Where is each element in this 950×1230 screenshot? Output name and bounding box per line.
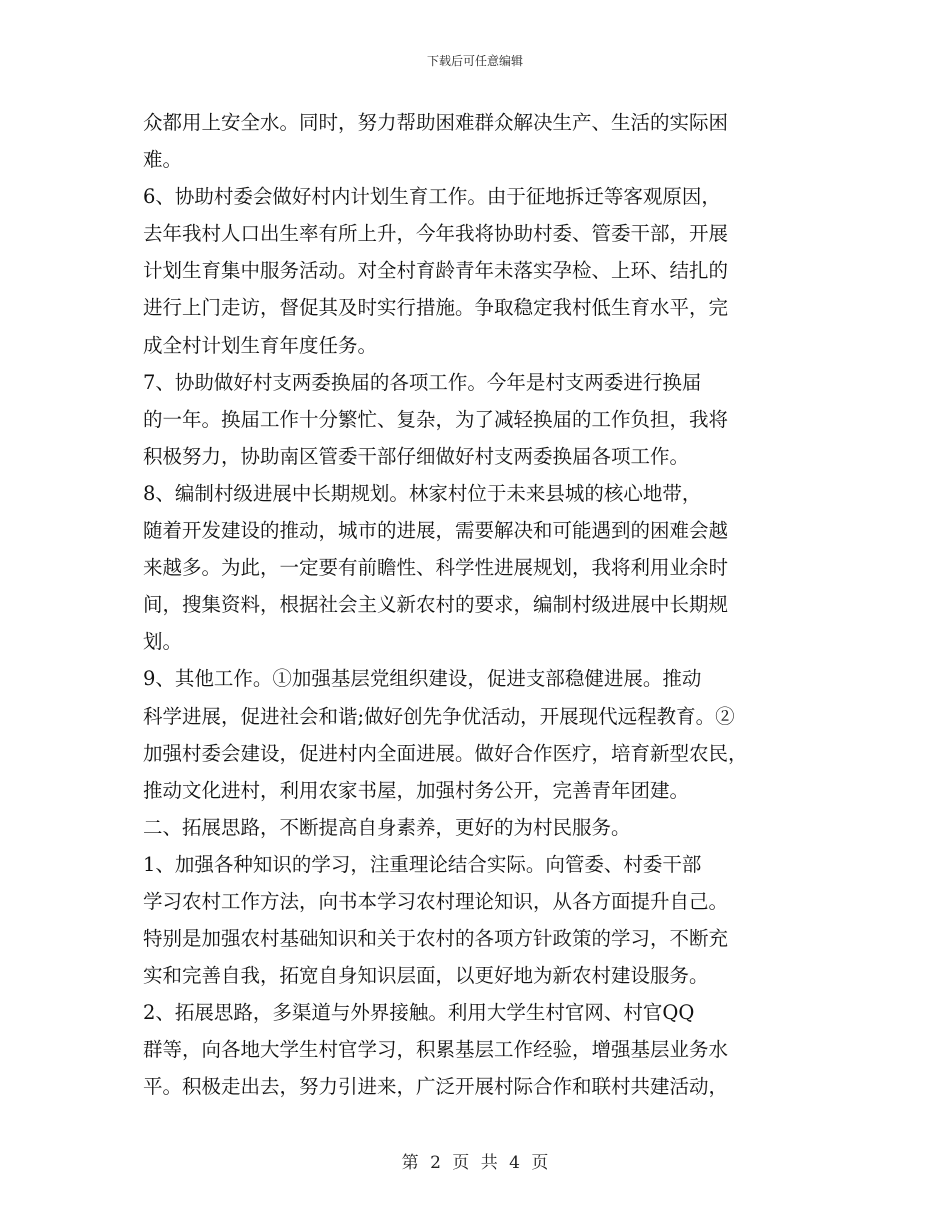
text-line: 科学进展，促进社会和谐;做好创先争优活动，开展现代远程教育。② bbox=[143, 704, 735, 728]
text-line: 特别是加强农村基础知识和关于农村的各项方针政策的学习，不断充 bbox=[143, 927, 729, 951]
text-line: 的一年。换届工作十分繁忙、复杂，为了减轻换届的工作负担，我将 bbox=[143, 407, 729, 431]
text-line: 积极努力，协助南区管委干部仔细做好村支两委换届各项工作。 bbox=[143, 444, 690, 468]
text-line: 进行上门走访，督促其及时实行措施。争取稳定我村低生育水平，完 bbox=[143, 296, 729, 320]
page-footer: 第 2 页 共 4 页 bbox=[401, 1153, 549, 1173]
text-line: 随着开发建设的推动，城市的进展，需要解决和可能遇到的困难会越 bbox=[143, 519, 729, 543]
text-line: 2、拓展思路，多渠道与外界接触。利用大学生村官网、村官QQ bbox=[143, 1001, 695, 1025]
text-line: 群等，向各地大学生村官学习，积累基层工作经验，增强基层业务水 bbox=[143, 1038, 729, 1062]
document-body bbox=[143, 104, 815, 1106]
text-line: 7、协助做好村支两委换届的各项工作。今年是村支两委进行换届 bbox=[143, 370, 702, 394]
text-line: 去年我村人口出生率有所上升，今年我将协助村委、管委干部，开展 bbox=[143, 222, 729, 246]
text-line: 1、加强各种知识的学习，注重理论结合实际。向管委、村委干部 bbox=[143, 852, 702, 876]
text-line: 9、其他工作。①加强基层党组织建设，促进支部稳健进展。推动 bbox=[143, 667, 702, 691]
text-line: 加强村委会建设，促进村内全面进展。做好合作医疗，培育新型农民， bbox=[143, 741, 748, 765]
text-line: 二、拓展思路，不断提高自身素养，更好的为村民服务。 bbox=[143, 815, 631, 839]
text-line: 计划生育集中服务活动。对全村育龄青年未落实孕检、上环、结扎的 bbox=[143, 259, 729, 283]
text-line: 划。 bbox=[143, 630, 183, 654]
text-line: 众都用上安全水。同时，努力帮助困难群众解决生产、生活的实际困 bbox=[143, 111, 729, 134]
text-line: 学习农村工作方法，向书本学习农村理论知识，从各方面提升自己。 bbox=[143, 889, 729, 913]
page-header: 下载后可任意编辑 bbox=[426, 54, 523, 68]
text-line: 难。 bbox=[143, 148, 183, 172]
text-line: 成全村计划生育年度任务。 bbox=[143, 333, 378, 357]
text-line: 实和完善自我，拓宽自身知识层面，以更好地为新农村建设服务。 bbox=[143, 964, 709, 988]
text-line: 平。积极走出去，努力引进来，广泛开展村际合作和联村共建活动， bbox=[143, 1075, 729, 1099]
text-line: 间，搜集资料，根据社会主义新农村的要求，编制村级进展中长期规 bbox=[143, 593, 729, 617]
text-line: 8、编制村级进展中长期规划。林家村位于未来县城的核心地带， bbox=[143, 481, 702, 505]
text-line: 来越多。为此，一定要有前瞻性、科学性进展规划，我将利用业余时 bbox=[143, 556, 729, 580]
text-line: 6、协助村委会做好村内计划生育工作。由于征地拆迁等客观原因， bbox=[143, 185, 721, 209]
text-line: 推动文化进村，利用农家书屋，加强村务公开，完善青年团建。 bbox=[143, 778, 690, 802]
